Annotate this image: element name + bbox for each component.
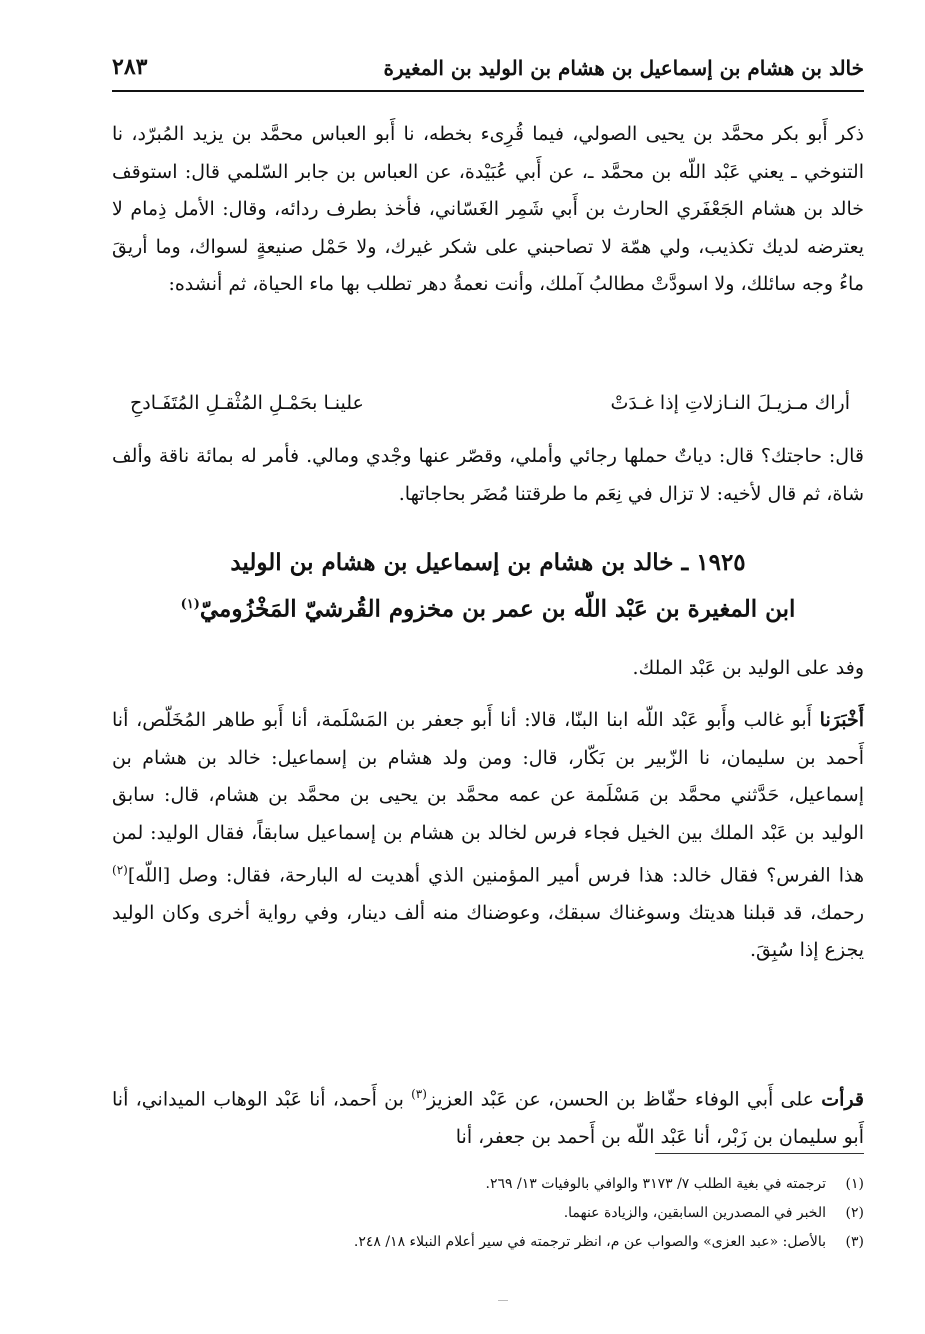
footnote-text: ترجمته في بغية الطلب ٧/ ٣١٧٣ والوافي بالوفيات ١٣/ ٢٦٩. bbox=[485, 1176, 826, 1192]
footnotes bbox=[112, 1170, 864, 1257]
section-heading bbox=[112, 542, 864, 631]
verse-first-hemistich: أراك مـزيـلَ النـازلاتِ إذا غـدَتْ bbox=[610, 392, 850, 414]
poetry-verse bbox=[130, 386, 850, 426]
paragraph-5 bbox=[112, 1076, 864, 1156]
footnote-3 bbox=[112, 1228, 864, 1257]
page-number: ٢٨٣ bbox=[112, 54, 148, 80]
paragraph-4-text-after: رحمك، قد قبلنا هديتك وسوغناك سبقك، وعوضناك منه ألف دينار، وفي رواية أخرى وكان الوليد يجزع إذا سُبِقَ. bbox=[112, 901, 864, 962]
paragraph-2: قال: حاجتك؟ قال: دياتٌ حملها رجائي وأملي، وقصّر عنها وجْدي ومالي. فأمر له بمائة ناقة وألف شاة، ثم قال لأخيه: لا تزال في نِعَم ما طرقتنا مُضَر بحاجاتها. bbox=[112, 445, 864, 505]
section-heading-line-1: ١٩٢٥ ـ خالد بن هشام بن إسماعيل بن هشام بن الوليد bbox=[230, 549, 746, 576]
section-heading-line-2 bbox=[112, 584, 864, 631]
footnote-number: (٣) bbox=[845, 1234, 864, 1250]
footnote-2 bbox=[112, 1199, 864, 1228]
section-heading-line-2-text: ابن المغيرة بن عَبْد اللّه بن عمر بن مخزوم القُرشيّ المَخْزُوميّ bbox=[199, 595, 796, 623]
paragraph-4-lead: أَخْبَرَنا bbox=[819, 709, 864, 731]
paragraph-4 bbox=[112, 702, 864, 970]
footnote-ref-3: (٣) bbox=[411, 1087, 427, 1101]
footnote-text: بالأصل: «عبد العزى» والصواب عن م، انظر ترجمته في سير أعلام النبلاء ١٨/ ٢٤٨. bbox=[353, 1234, 826, 1250]
header-title: خالد بن هشام بن إسماعيل بن هشام بن الوليد بن المغيرة bbox=[383, 56, 864, 80]
paragraph-5-text-after: بن أَحمد، أنا عَبْد الوهاب الميداني، أنا أَبو سليمان بن زَبْر، أنا عَبْد اللّه بن أَحمد بن جعفر، أنا bbox=[112, 1088, 864, 1148]
paragraph-5-text: على أَبي الوفاء حفّاظ بن الحسن، عن عَبْد العزيز bbox=[426, 1088, 815, 1111]
verse-second-hemistich: علينـا بحَمْـلِ المُثْقـلِ المُتَفَـادحِ bbox=[130, 392, 364, 414]
footnote-ref-1: (١) bbox=[180, 597, 200, 612]
running-header bbox=[112, 52, 864, 86]
footnote-ref-2: (٢) bbox=[112, 863, 128, 877]
page-edge-mark bbox=[498, 1300, 508, 1301]
footnote-separator bbox=[655, 1153, 864, 1154]
paragraph-3: وفد على الوليد بن عَبْد الملك. bbox=[632, 657, 864, 679]
paragraph-1: ذكر أَبو بكر محمَّد بن يحيى الصولي، فيما قُرِىء بخطه، نا أَبو العباس محمَّد بن يزيد المُبرّد، نا التنوخي ـ يعني عَبْد اللّه بن محمَّد ـ، عن أَبي عُبَيْدة، عن العباس بن جابر السّلمي قال: استوقف خالد بن هشام الجَعْفَري الحارث بن أَبي شَمِر الغَسّاني، فأخذ بطرف ردائه، وقال: الأمل ذِمام لا يعترضه لديك تكذيب، ولي همّة لا تصاحبني على شكر غيرك، ولا حَمْل صنيعةٍ لسواك، وما أريقَ ماءُ وجه سائلك، ولا اسودَّتْ مطالبُ آملك، وأنت نعمةُ دهر تطلب بها ماء الحياة، ثم أنشده: bbox=[112, 123, 864, 295]
footnote-text: الخبر في المصدرين السابقين، والزيادة عنهما. bbox=[563, 1205, 826, 1221]
footnote-1 bbox=[112, 1170, 864, 1199]
paragraph-5-lead: قرأت bbox=[821, 1088, 864, 1111]
footnote-number: (١) bbox=[845, 1176, 864, 1192]
footnote-number: (٢) bbox=[845, 1205, 864, 1221]
paragraph-4-text: أَبو غالب وأَبو عَبْد اللّه ابنا البنّا، قالا: أنا أَبو جعفر بن المَسْلَمة، أنا أَبو طاهر المُخَلّص، أنا أَحمد بن سليمان، نا الزّبير بن بَكّار، قال: ومن ولد هشام بن إسماعيل: خالد بن هشام بن إسماعيل، حَدَّثني محمَّد بن مَسْلَمة عن عمه محمَّد بن يحيى بن محمَّد بن هشام، قال: سابق الوليد بن عَبْد الملك بين الخيل فجاء فرس لخالد بن هشام بن إسماعيل سابقاً، فقال الوليد: لمن هذا الفرس؟ فقال خالد: هذا فرس أمير المؤمنين الذي أهديت له البارحة، فقال: وصل [اللّه] bbox=[112, 709, 864, 887]
header-rule bbox=[112, 90, 864, 92]
